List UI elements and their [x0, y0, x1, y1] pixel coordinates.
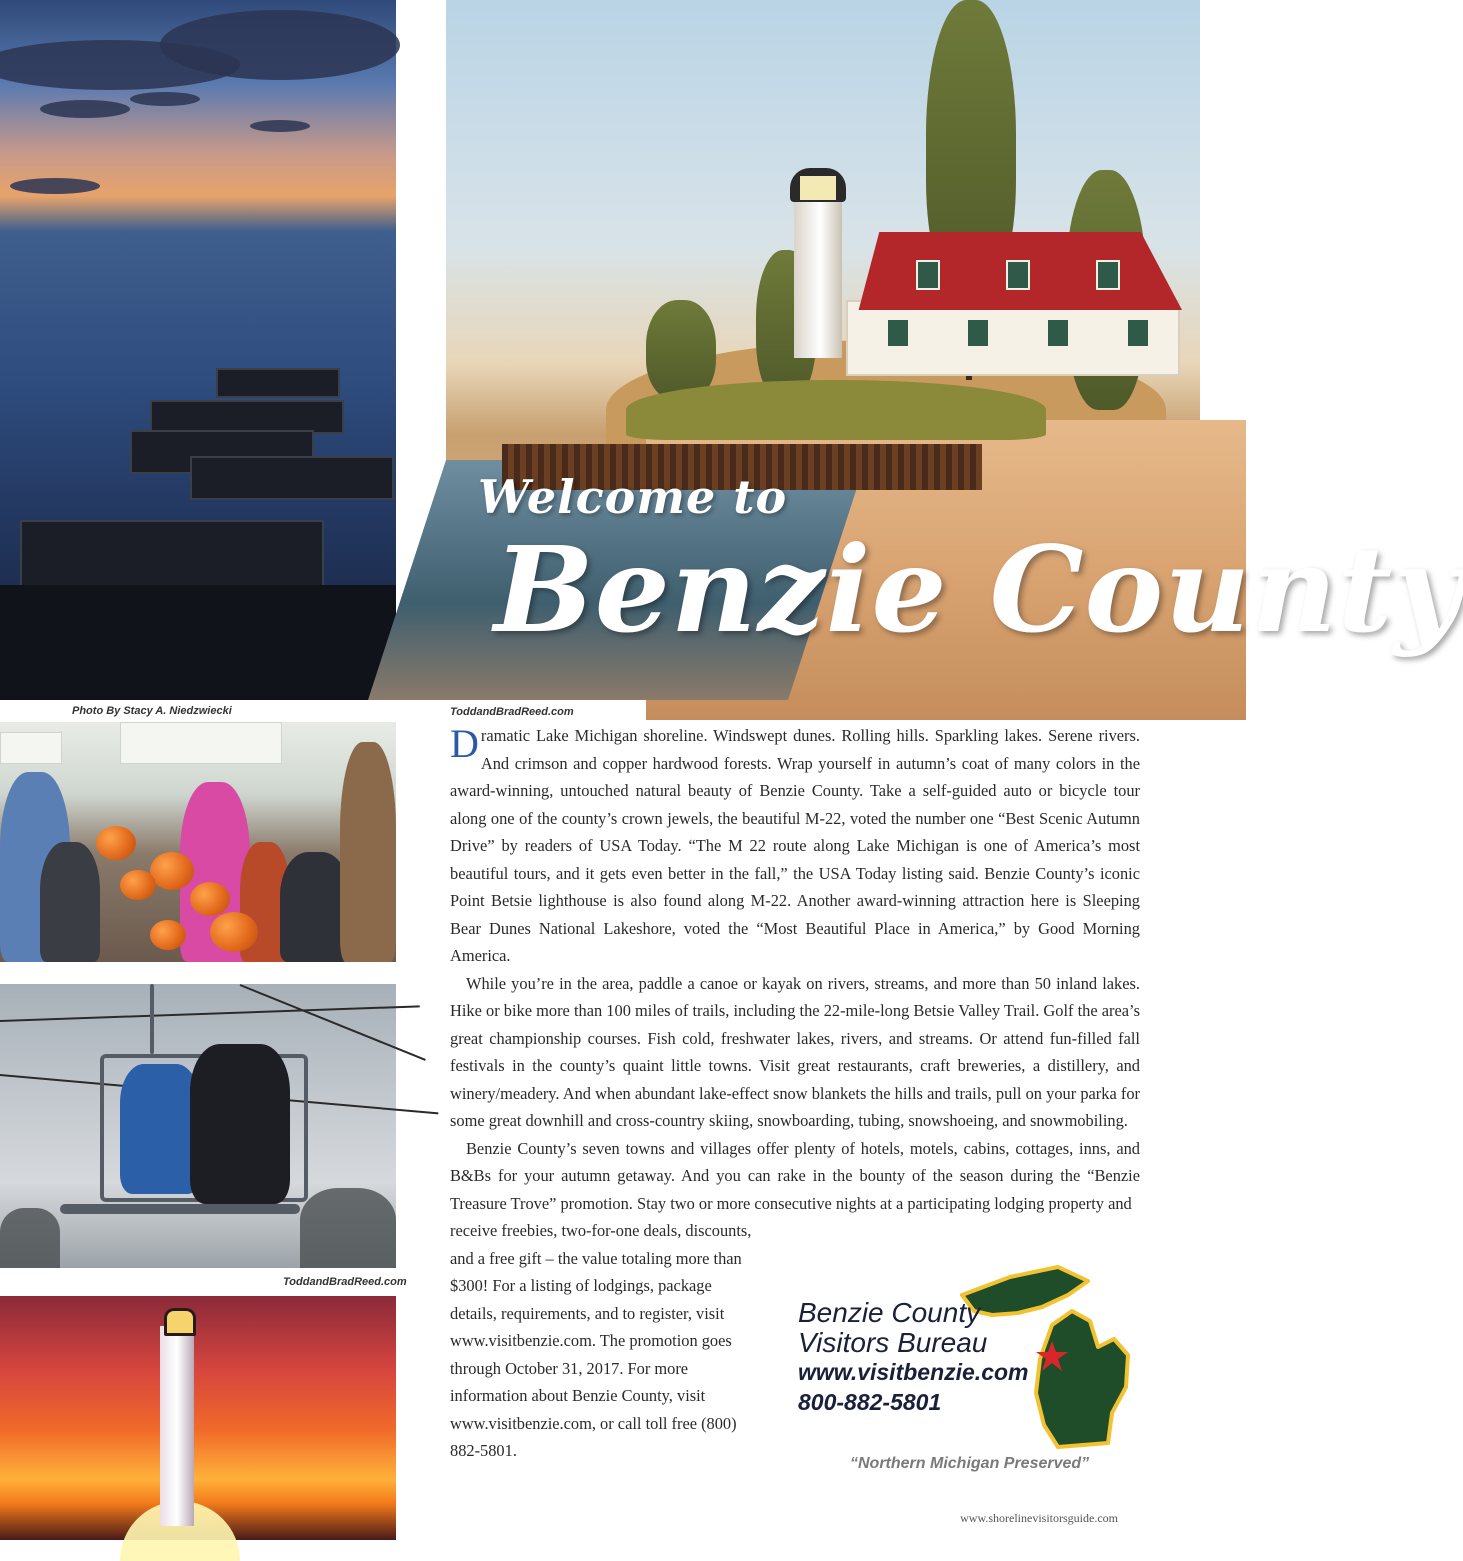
pumpkin-festival-photo — [0, 722, 396, 962]
hero-photo-credit: ToddandBradReed.com — [450, 706, 574, 718]
pier-photo-credit: Photo By Stacy A. Niedzwiecki — [72, 705, 232, 717]
drop-cap: D — [450, 721, 479, 766]
bureau-name-line-2: Visitors Bureau — [798, 1327, 988, 1358]
frankfort-lighthouse-photo — [0, 1296, 396, 1540]
bureau-phone: 800-882-5801 — [798, 1389, 942, 1415]
point-betsie-lighthouse-photo — [446, 0, 1463, 700]
ski-lift-photo — [0, 984, 396, 1268]
welcome-heading: Welcome to — [478, 470, 788, 524]
visitors-bureau-ad — [790, 1255, 1190, 1495]
bureau-tagline: “Northern Michigan Preserved” — [850, 1455, 1090, 1472]
article-paragraph-1: Dramatic Lake Michigan shoreline. Windswept dunes. Rolling hills. Sparkling lakes. Serene rivers. And crimson and copper hardwood forests. Wrap yourself in autumn’s coat of many colors in the award-winning, untouched natural beauty of Benzie County. Take a self-guided auto or bicycle tour along one of the county’s crown jewels, the beautiful M-22, voted the number one “Best Scenic Autumn Drive” by readers of USA Today. “The M 22 route along Lake Michigan is one of America’s most beautiful tours, and it gets even better in the fall,” the USA Today listing said. Benzie County’s iconic Point Betsie lighthouse is also found along M-22. Another award-winning attraction here is Sleeping Bear Dunes National Lakeshore, voted the “Most Beautiful Place in America,” by Good Morning America. — [450, 721, 1140, 965]
footer-url[interactable]: www.shorelinevisitorsguide.com — [960, 1511, 1118, 1525]
county-title: Benzie County — [494, 520, 1463, 659]
article-paragraph-3: Benzie County’s seven towns and villages offer plenty of hotels, motels, cabins, cottages, inns, and B&Bs for your autumn getaway. And you can rake in the bounty of the season during the “Benzie Treasure Trove” promotion. Stay two or more consecutive nights at a participating lodging property and — [450, 1138, 1140, 1213]
bureau-url[interactable]: www.visitbenzie.com — [798, 1359, 1029, 1385]
article-paragraph-3-continued: receive freebies, two-for-one deals, discounts, and a free gift – the value totaling more than $300! For a listing of lodgings, package details, requirements, and to register, visit www.visitbenzie.com. The promotion goes through October 31, 2017. For more information about Benzie County, visit www.visitbenzie.com, or call toll free (800) 882-5801. — [450, 1221, 752, 1460]
ski-photo-credit: ToddandBradReed.com — [283, 1276, 407, 1288]
article-paragraph-2: While you’re in the area, paddle a canoe or kayak on rivers, streams, and more than 50 inland lakes. Hike or bike more than 100 miles of trails, including the 22-mile-long Betsie Valley Trail. Golf the area’s great championship courses. Fish cold, freshwater lakes, rivers, and streams. Or attend fun-filled fall festivals in the county’s quaint little towns. Visit great restaurants, craft breweries, a distillery, and winery/meadery. And when abundant lake-effect snow blankets the hills and trails, pull on your parka for some great downhill and cross-country skiing, snowboarding, tubing, snowshoeing, and snowmobiling. — [450, 973, 1140, 1130]
pier-sunset-photo — [0, 0, 396, 700]
bureau-name-line-1: Benzie County — [798, 1297, 981, 1328]
